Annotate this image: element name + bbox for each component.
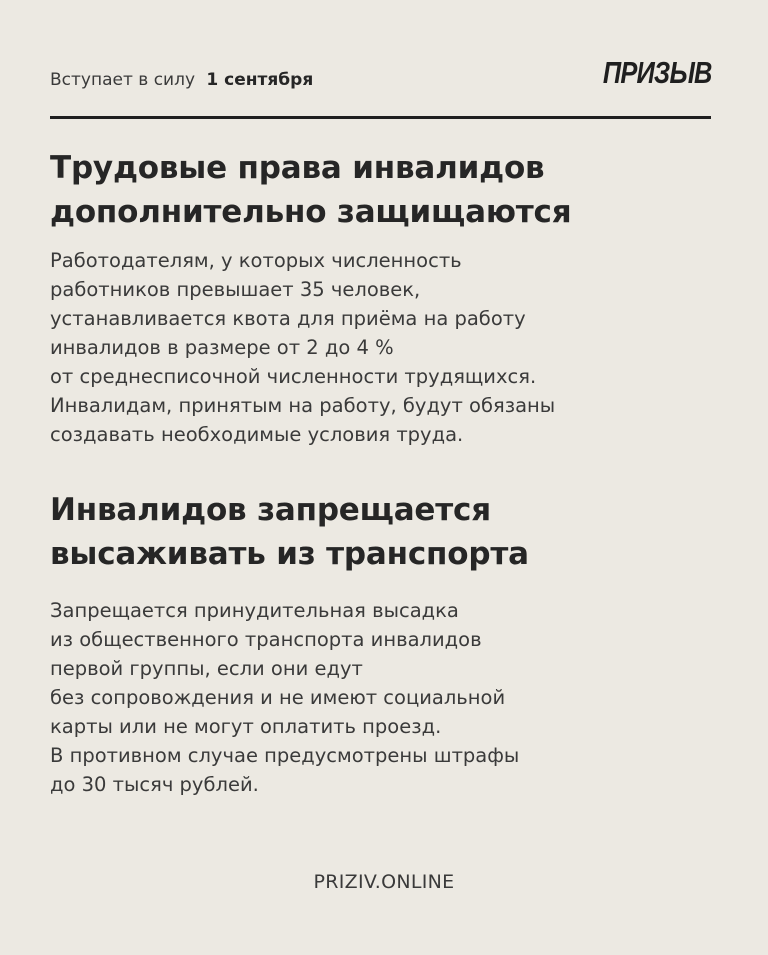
brand-logo: ПРИЗЫВ: [603, 55, 712, 90]
section1-body: [50, 246, 730, 449]
section2-body-line: карты или не могут оплатить проезд.: [50, 715, 442, 738]
section1-title: [50, 146, 571, 234]
section2-title: [50, 488, 529, 576]
section1-body-line: Инвалидам, принятым на работу, будут обязаны: [50, 394, 556, 417]
section2-body-line: из общественного транспорта инвалидов: [50, 628, 482, 651]
effective-label: Вступает в силу: [50, 70, 196, 90]
section1-body-line: от среднесписочной численности трудящихся.: [50, 365, 537, 388]
section1-body-line: работников превышает 35 человек,: [50, 278, 421, 301]
section2-title-line: Инвалидов запрещается: [50, 492, 491, 528]
section2-body-line: первой группы, если они едут: [50, 657, 363, 680]
section2-title-line: высаживать из транспорта: [50, 536, 529, 572]
section1-body-line: создавать необходимые условия труда.: [50, 423, 464, 446]
effective-date-line: [50, 70, 313, 90]
section2-body: [50, 596, 730, 799]
section1-body-line: инвалидов в размере от 2 до 4 %: [50, 336, 394, 359]
header-divider: [50, 116, 711, 119]
section1-body-line: устанавливается квота для приёма на работу: [50, 307, 526, 330]
section1-body-line: Работодателям, у которых численность: [50, 249, 462, 272]
section2-body-line: без сопровождения и не имеют социальной: [50, 686, 506, 709]
section1-title-line: дополнительно защищаются: [50, 194, 572, 230]
section1-title-line: Трудовые права инвалидов: [50, 150, 545, 186]
section2-body-line: В противном случае предусмотрены штрафы: [50, 744, 520, 767]
section2-body-line: до 30 тысяч рублей.: [50, 773, 259, 796]
section2-body-line: Запрещается принудительная высадка: [50, 599, 459, 622]
site-link[interactable]: PRIZIV.ONLINE: [313, 871, 455, 893]
effective-date: 1 сентября: [206, 70, 314, 90]
